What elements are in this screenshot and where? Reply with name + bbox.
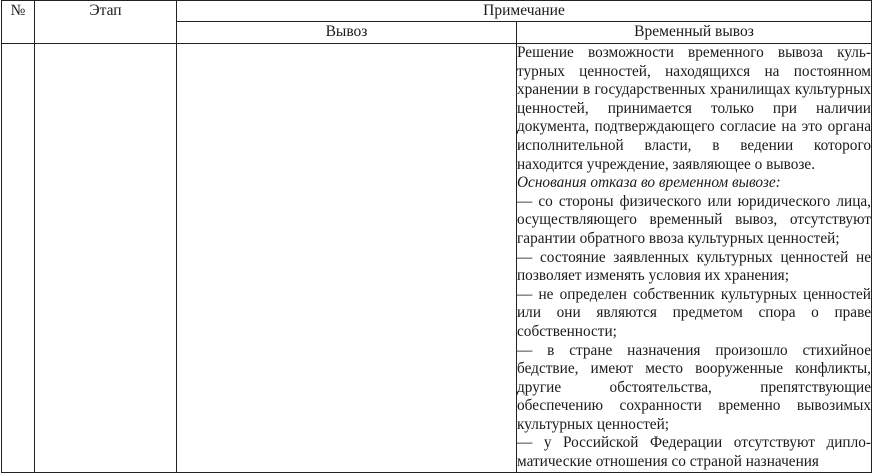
column-header-temporary-export: Временный вывоз bbox=[517, 22, 872, 44]
column-header-number: № bbox=[2, 1, 35, 44]
refusal-heading: Основания отказа во временном вывозе: bbox=[517, 174, 781, 192]
header-row-top bbox=[2, 1, 872, 22]
refusal-reason: — в стране назначения произошло стихийное бедствие, имеют место вооруженные конфликты, другие обстоятельства, препятствующие обеспечению сохранности временно вывозимых культурных ценностей; bbox=[517, 341, 871, 433]
column-header-note: Примечание bbox=[177, 1, 872, 22]
column-header-stage: Этап bbox=[35, 1, 177, 44]
column-header-export: Вывоз bbox=[177, 22, 517, 44]
cell-number bbox=[2, 44, 35, 473]
refusal-reason: — у Российской Федерации отсутствуют дипломатические отношения со страной назначения bbox=[517, 434, 871, 471]
temporary-export-intro: Решение возможности временного вывоза культурных ценностей, находящихся на постоянном хранении в государственных хранилищах культурных ценностей, принимается только при наличии документа, подтверждающего согласие на это органа исполнительной власти, в ведении которого находится учреждение, заявляющее о вывозе. bbox=[517, 44, 871, 173]
customs-procedure-table bbox=[1, 0, 872, 473]
cell-temporary-export bbox=[517, 44, 872, 473]
refusal-reason: — не определен собственник культурных ценностей или они являются предметом спора о праве собственности; bbox=[517, 285, 871, 340]
cell-export bbox=[177, 44, 517, 473]
refusal-reason: — со стороны физического или юридического лица, осуществляющего временный вывоз, отсутствуют гарантии обратного ввоза культурных ценностей; bbox=[517, 192, 871, 247]
cell-stage bbox=[35, 44, 177, 473]
refusal-reason: — состояние заявленных культурных ценностей не позволяет изменять условия их хранения; bbox=[517, 248, 871, 285]
table-row bbox=[2, 44, 872, 473]
